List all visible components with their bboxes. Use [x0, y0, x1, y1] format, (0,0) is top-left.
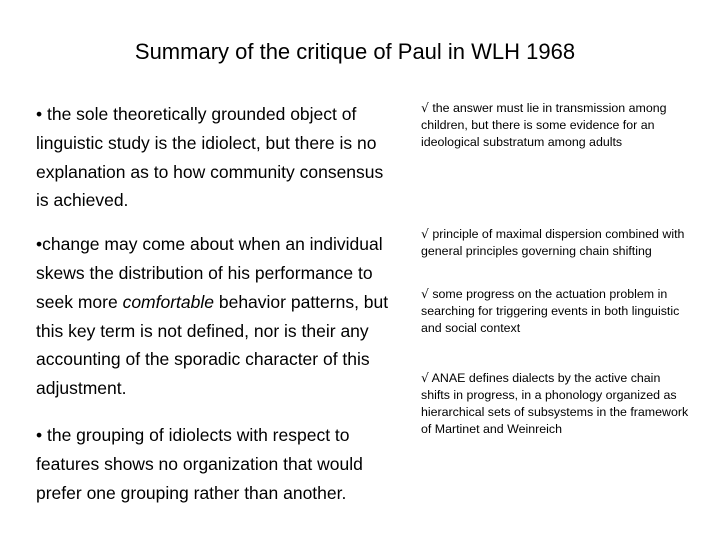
critique-bullet-change — [36, 230, 398, 403]
critique-bullet-grouping: • the grouping of idiolects with respect to features shows no organization that would prefer one grouping rather than another. — [36, 424, 363, 503]
check-icon: √ — [421, 370, 429, 385]
bullet-emphasis: comfortable — [122, 291, 214, 312]
response-note-dispersion — [421, 225, 691, 260]
check-icon: √ — [421, 100, 429, 115]
check-icon: √ — [421, 226, 429, 241]
critique-bullet-idiolect: • the sole theoretically grounded object of linguistic study is the idiolect, but there is no explanation as to how community consensus is achieved. — [36, 104, 384, 211]
critique-bullets — [36, 100, 398, 507]
response-note-text: some progress on the actuation problem in searching for triggering events in both linguistic and social context — [421, 287, 680, 335]
response-note-text: the answer must lie in transmission among children, but there is some evidence for an ideological substratum among adults — [421, 101, 667, 149]
response-note-text: ANAE defines dialects by the active chain shifts in progress, in a phonology organized as hierarchical sets of subsystems in the framework of Martinet and Weinreich — [421, 371, 689, 436]
check-icon: √ — [421, 286, 429, 301]
response-note-text: principle of maximal dispersion combined with general principles governing chain shifting — [421, 227, 685, 258]
bullet-text-end: behavior patterns, but this key term is not defined, nor is their any accounting of the sporadic character of this adjustment. — [36, 291, 389, 399]
response-note-anae — [421, 369, 691, 438]
slide-title: Summary of the critique of Paul in WLH 1968 — [134, 39, 576, 64]
response-note-actuation — [421, 285, 691, 337]
response-note-transmission — [421, 99, 691, 151]
bullet-text-start: •change may come about when an individual skews the distribution of his performance to seek more — [36, 234, 383, 312]
